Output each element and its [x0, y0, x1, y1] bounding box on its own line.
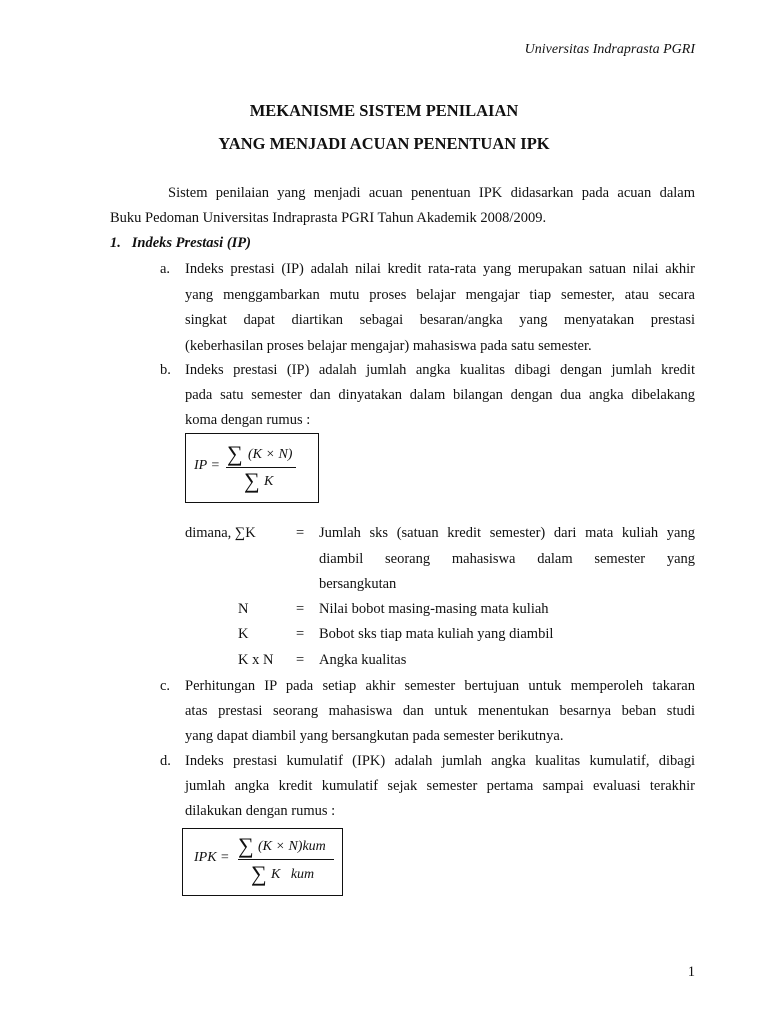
intro-line-1: Sistem penilaian yang menjadi acuan penentuan IPK didasarkan pada acuan dalam: [168, 185, 695, 201]
item-a-line-3: singkat dapat diartikan sebagai besaran/angka yang menyatakan prestasi: [185, 312, 695, 328]
definition-equals: =: [296, 525, 305, 541]
page-number: 1: [687, 964, 695, 980]
item-b-line-2: pada satu semester dan dinyatakan dalam bilangan dengan dua angka dibelakang: [185, 387, 695, 403]
item-b-line-1: Indeks prestasi (IP) adalah jumlah angka kualitas dibagi dengan jumlah kredit: [185, 362, 695, 378]
sigma-icon: ∑: [227, 441, 243, 466]
ipk-formula-box: [182, 828, 343, 896]
item-d-marker: d.: [160, 753, 171, 769]
intro-line-2: Buku Pedoman Universitas Indraprasta PGRI Tahun Akademik 2008/2009.: [110, 210, 547, 226]
item-b-marker: b.: [160, 362, 171, 378]
definition-equals: =: [296, 601, 305, 617]
ip-formula-box: [185, 433, 319, 503]
fraction-bar: [238, 859, 334, 860]
definition-equals: =: [296, 626, 305, 642]
definition-k-sum-line-2: diambil seorang mahasiswa dalam semester yang: [319, 551, 695, 567]
ip-formula-denominator: K: [264, 474, 274, 489]
definition-kxn-desc: Angka kualitas: [319, 652, 407, 668]
ipk-formula-denominator: K kum: [271, 867, 315, 882]
definition-lead: dimana, ∑K: [185, 525, 256, 541]
running-header: Universitas Indraprasta PGRI: [524, 42, 695, 57]
sigma-icon: ∑: [251, 861, 267, 886]
sigma-icon: ∑: [244, 468, 260, 493]
ipk-formula-numerator: (K × N)kum: [258, 839, 326, 854]
definition-k-term: K: [238, 626, 249, 642]
fraction-bar: [226, 467, 296, 468]
ip-formula-lhs: IP =: [194, 458, 220, 473]
definition-n-term: N: [238, 601, 249, 617]
section-heading-indeks-prestasi: 1. Indeks Prestasi (IP): [110, 235, 251, 251]
definition-k-desc: Bobot sks tiap mata kuliah yang diambil: [319, 626, 554, 642]
item-a-line-1: Indeks prestasi (IP) adalah nilai kredit rata-rata yang merupakan satuan nilai akhir: [185, 261, 695, 277]
sigma-icon: ∑: [238, 833, 254, 858]
definition-n-desc: Nilai bobot masing-masing mata kuliah: [319, 601, 549, 617]
definition-k-sum-line-1: Jumlah sks (satuan kredit semester) dari mata kuliah yang: [319, 525, 695, 541]
page-title-line-1: MEKANISME SISTEM PENILAIAN: [249, 101, 519, 120]
ip-formula-numerator: (K × N): [248, 447, 293, 462]
item-b-line-3: koma dengan rumus :: [185, 412, 311, 428]
item-a-line-4: (keberhasilan proses belajar mengajar) mahasiswa pada satu semester.: [185, 338, 592, 354]
item-d-line-2: jumlah angka kredit kumulatif sejak semester pertama sampai evaluasi terakhir: [185, 778, 695, 794]
item-d-line-3: dilakukan dengan rumus :: [185, 803, 336, 819]
item-c-line-3: yang dapat diambil yang bersangkutan pada semester berikutnya.: [185, 728, 564, 744]
item-c-marker: c.: [160, 678, 171, 694]
definition-equals: =: [296, 652, 305, 668]
ipk-formula-lhs: IPK =: [194, 850, 230, 865]
item-c-line-2: atas prestasi seorang mahasiswa dan untuk menentukan besarnya beban studi: [185, 703, 695, 719]
item-a-line-2: yang menggambarkan mutu proses belajar mengajar tiap semester, atau secara: [185, 287, 695, 303]
item-a-marker: a.: [160, 261, 171, 277]
item-d-line-1: Indeks prestasi kumulatif (IPK) adalah jumlah angka kualitas kumulatif, dibagi: [185, 753, 695, 769]
definition-k-sum-line-3: bersangkutan: [319, 576, 397, 592]
definition-kxn-term: K x N: [238, 652, 274, 668]
item-c-line-1: Perhitungan IP pada setiap akhir semester bertujuan untuk memperoleh takaran: [185, 678, 695, 694]
page-title-line-2: YANG MENJADI ACUAN PENENTUAN IPK: [218, 134, 550, 153]
